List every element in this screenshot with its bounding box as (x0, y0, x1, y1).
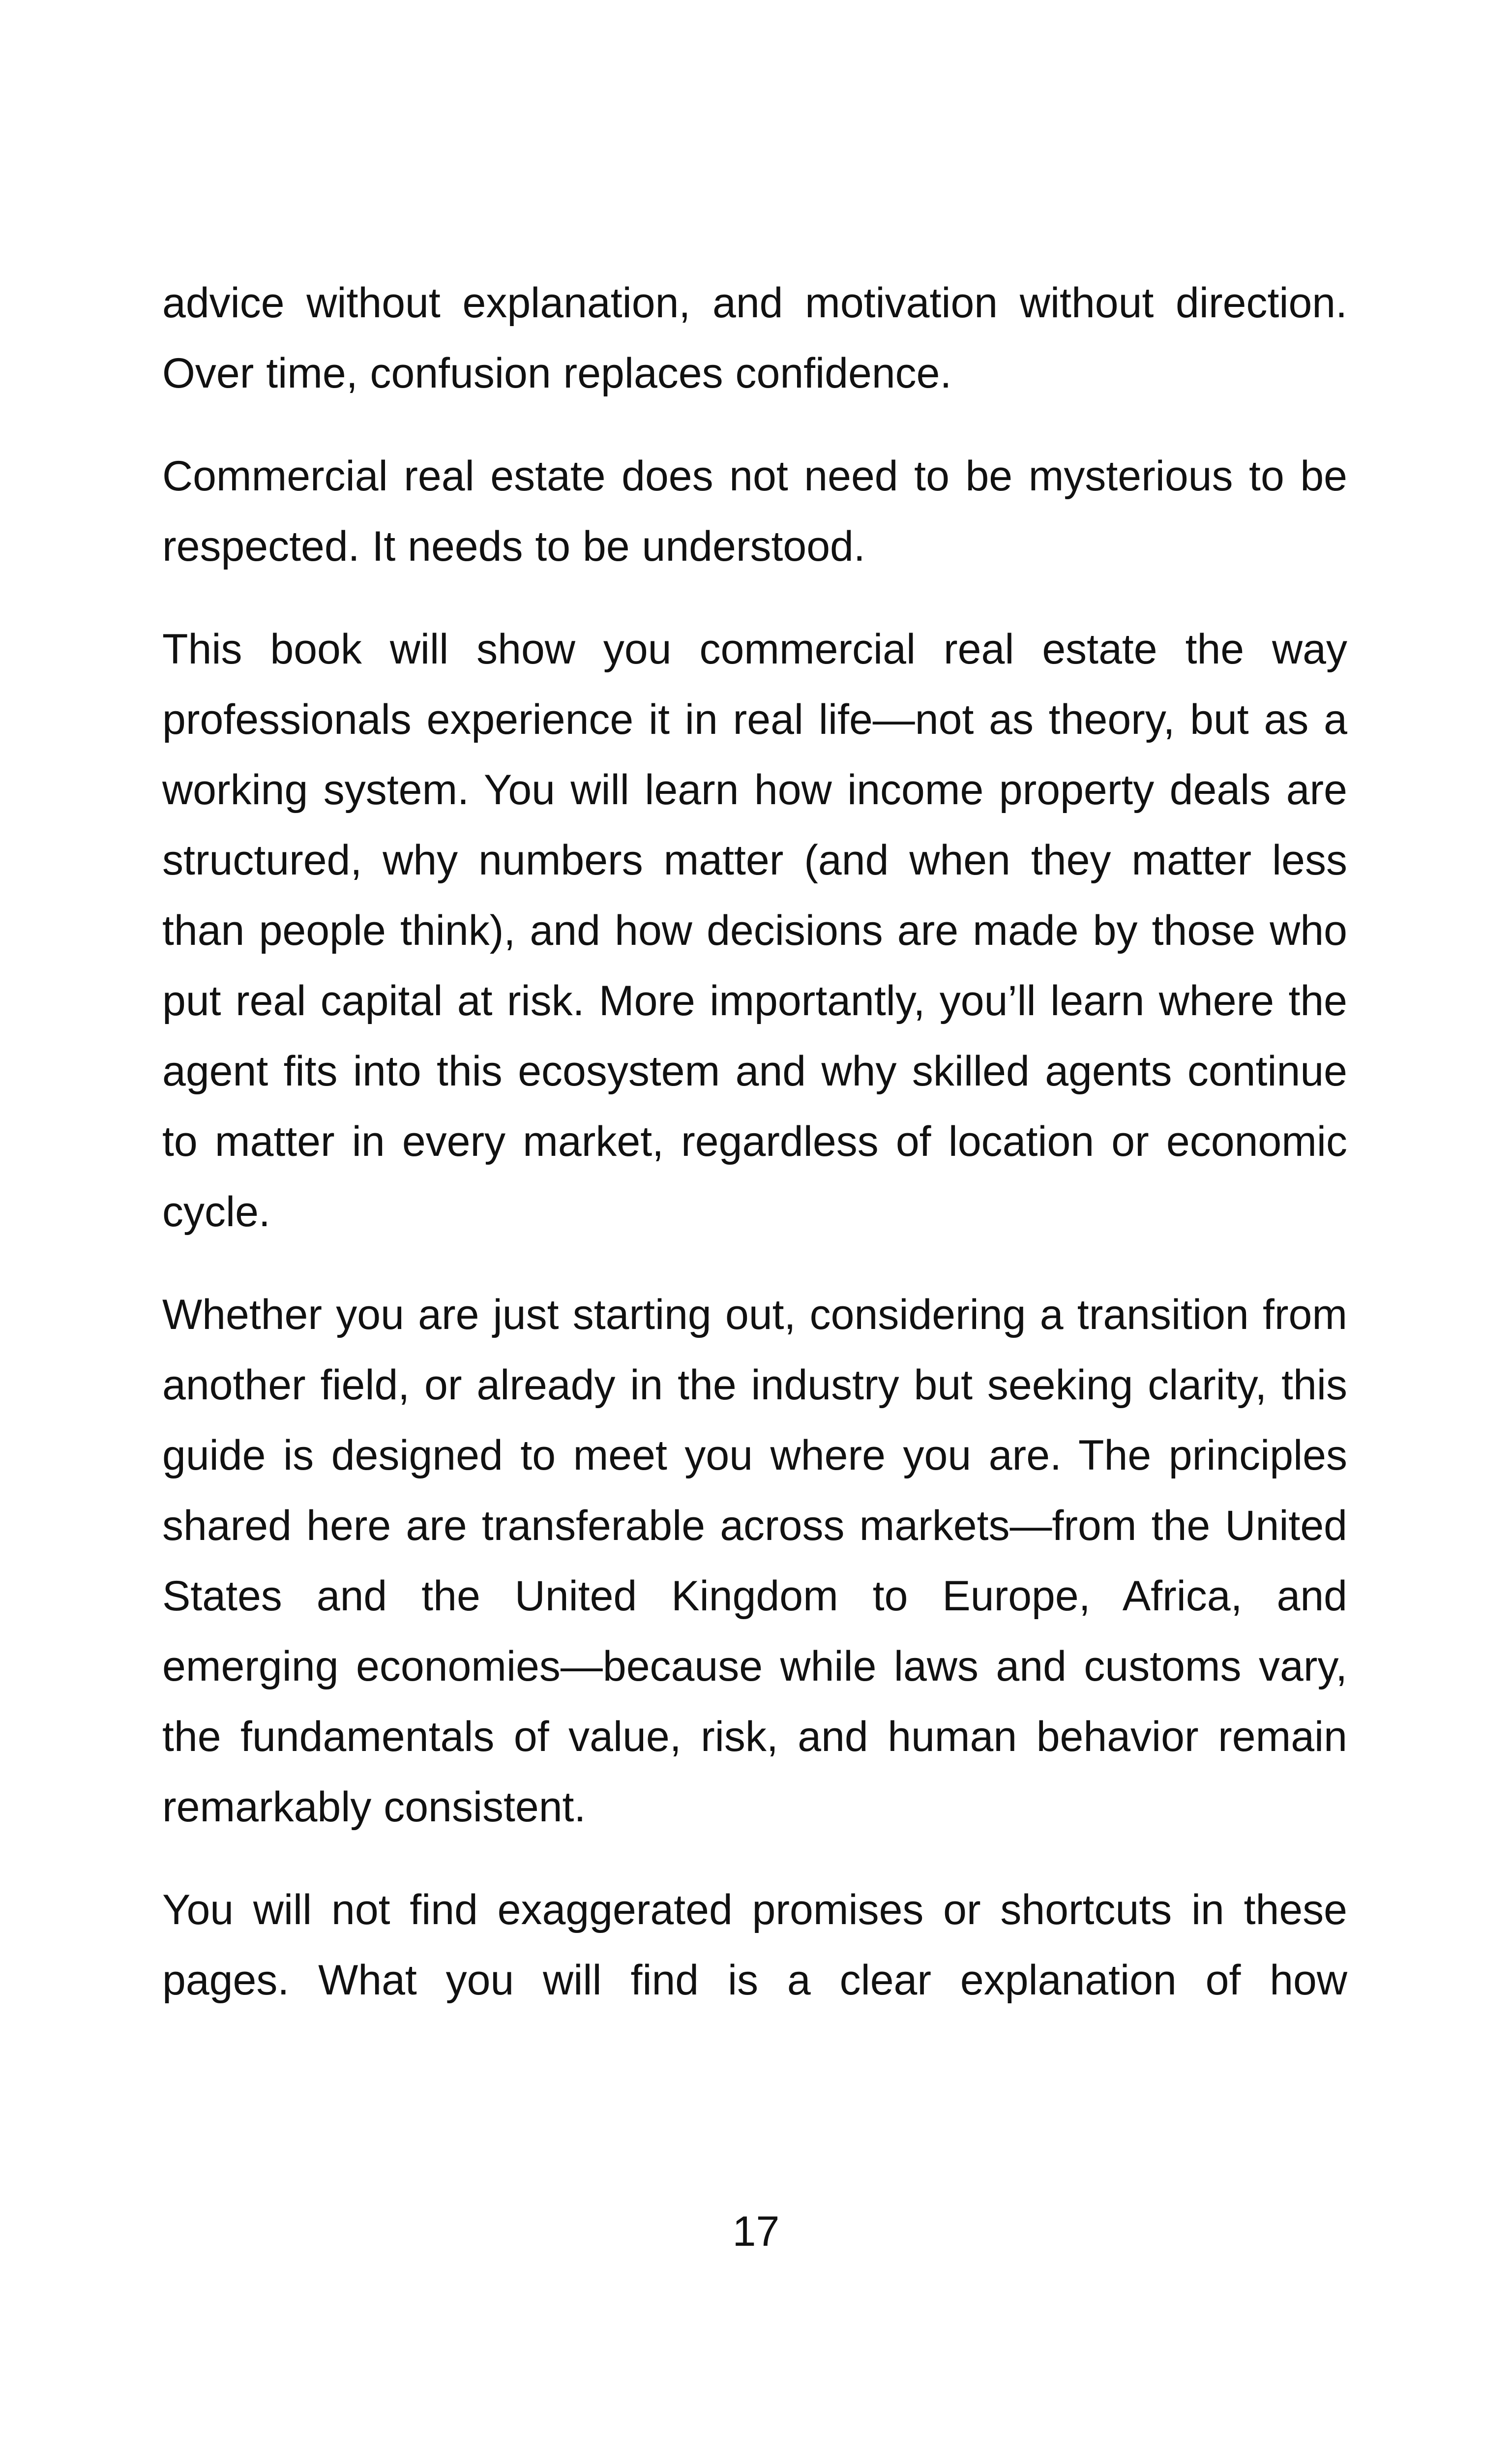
paragraph-5: You will not find exaggerated promises or shortcuts in these pages. What you will find is a clear explanation of how (162, 1886, 1347, 2004)
body-text (162, 268, 1347, 2048)
paragraph-2: Commercial real estate does not need to be mysterious to be respected. It needs to be understood. (162, 452, 1347, 570)
paragraph-3: This book will show you commercial real estate the way professionals experience it in real life—not as theory, but as a working system. You will learn how income property deals are structured, why numbers matter (and when they matter less than people think), and how decisions are made by those who put real capital at risk. More importantly, you’ll learn where the agent fits into this ecosystem and why skilled agents continue to matter in every market, regardless of location or economic cycle. (162, 626, 1347, 1236)
paragraph-1: advice without explanation, and motivation without direction. Over time, confusion replaces confidence. (162, 279, 1347, 397)
paragraph-4: Whether you are just starting out, considering a transition from another field, or already in the industry but seeking clarity, this guide is designed to meet you where you are. The principles shared here are transferable across markets—from the United States and the United Kingdom to Europe, Africa, and emerging economies—because while laws and customs vary, the fundamentals of value, risk, and human behavior remain remarkably consistent. (162, 1291, 1347, 1831)
page-number: 17 (732, 2208, 780, 2255)
